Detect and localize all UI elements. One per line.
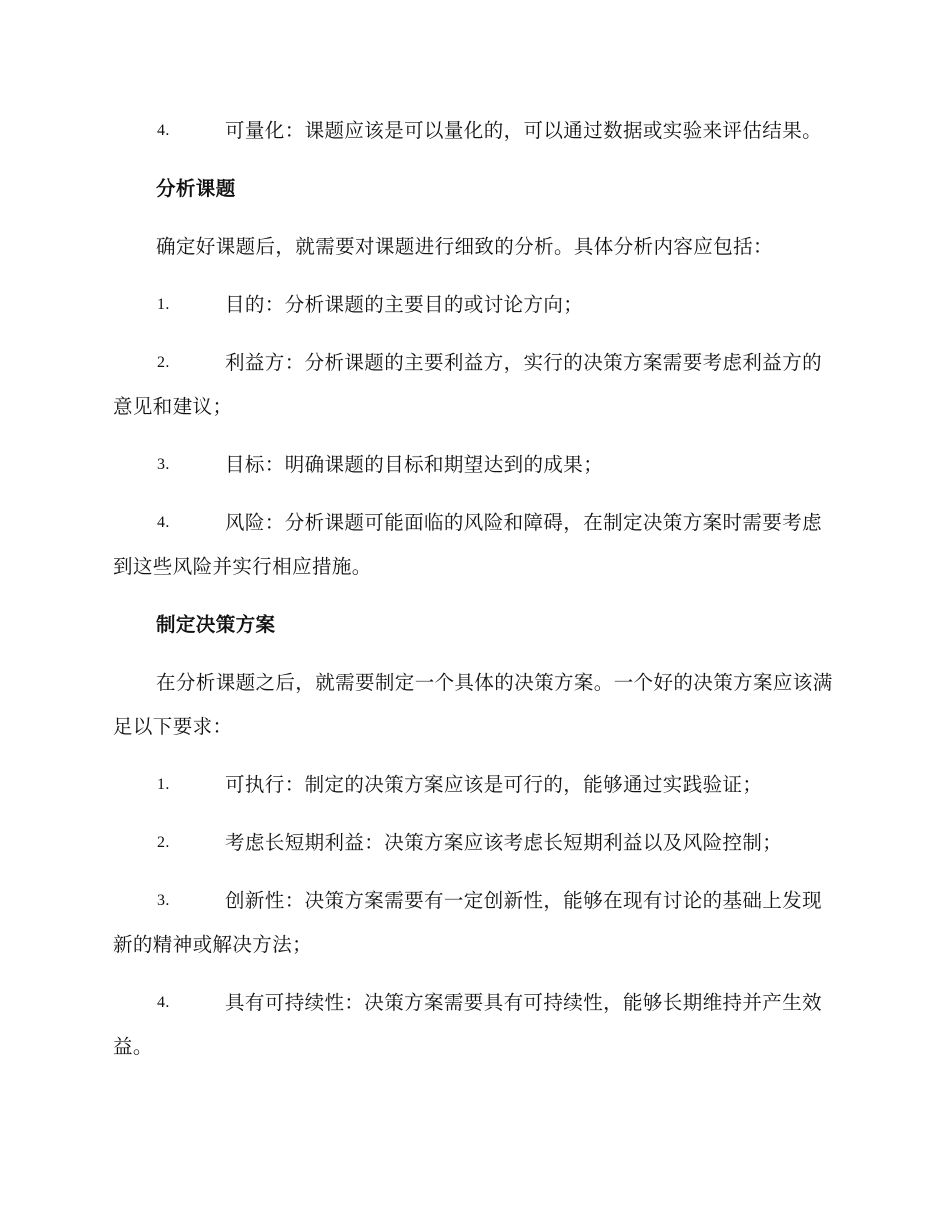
list-item bbox=[113, 443, 835, 487]
section-heading-analysis: 分析课题 bbox=[156, 177, 236, 200]
list-item bbox=[113, 981, 835, 1069]
list-text: 具有可持续性：决策方案需要具有可持续性，能够长期维持并产生效益。 bbox=[113, 991, 823, 1058]
list-text: 利益方：分析课题的主要利益方，实行的决策方案需要考虑利益方的意见和建议； bbox=[113, 351, 823, 418]
list-number: 4. bbox=[157, 122, 170, 139]
list-text: 创新性：决策方案需要有一定创新性，能够在现有讨论的基础上发现新的精神或解决方法； bbox=[113, 889, 823, 956]
list-number: 1. bbox=[157, 296, 170, 313]
section-paragraph-decision: 在分析课题之后，就需要制定一个具体的决策方案。一个好的决策方案应该满足以下要求： bbox=[113, 671, 833, 738]
section-heading-decision: 制定决策方案 bbox=[156, 613, 276, 636]
section-paragraph-analysis: 确定好课题后，就需要对课题进行细致的分析。具体分析内容应包括： bbox=[156, 235, 773, 258]
list-item bbox=[113, 109, 835, 153]
list-item bbox=[113, 763, 835, 807]
list-item bbox=[113, 821, 835, 865]
list-item bbox=[113, 283, 835, 327]
list-number: 4. bbox=[157, 994, 170, 1011]
list-text: 可量化：课题应该是可以量化的，可以通过数据或实验来评估结果。 bbox=[225, 119, 823, 142]
list-number: 4. bbox=[157, 514, 170, 531]
list-number: 1. bbox=[157, 776, 170, 793]
document-page bbox=[113, 109, 835, 1083]
list-number: 3. bbox=[157, 456, 170, 473]
list-item bbox=[113, 501, 835, 589]
list-number: 2. bbox=[157, 354, 170, 371]
list-item bbox=[113, 879, 835, 967]
list-text: 考虑长短期利益：决策方案应该考虑长短期利益以及风险控制； bbox=[225, 831, 783, 854]
list-text: 风险：分析课题可能面临的风险和障碍，在制定决策方案时需要考虑到这些风险并实行相应措施。 bbox=[113, 511, 823, 578]
list-text: 目的：分析课题的主要目的或讨论方向； bbox=[225, 293, 584, 316]
list-number: 3. bbox=[157, 892, 170, 909]
list-text: 可执行：制定的决策方案应该是可行的，能够通过实践验证； bbox=[225, 773, 763, 796]
list-number: 2. bbox=[157, 834, 170, 851]
list-item bbox=[113, 341, 835, 429]
list-text: 目标：明确课题的目标和期望达到的成果； bbox=[225, 453, 604, 476]
